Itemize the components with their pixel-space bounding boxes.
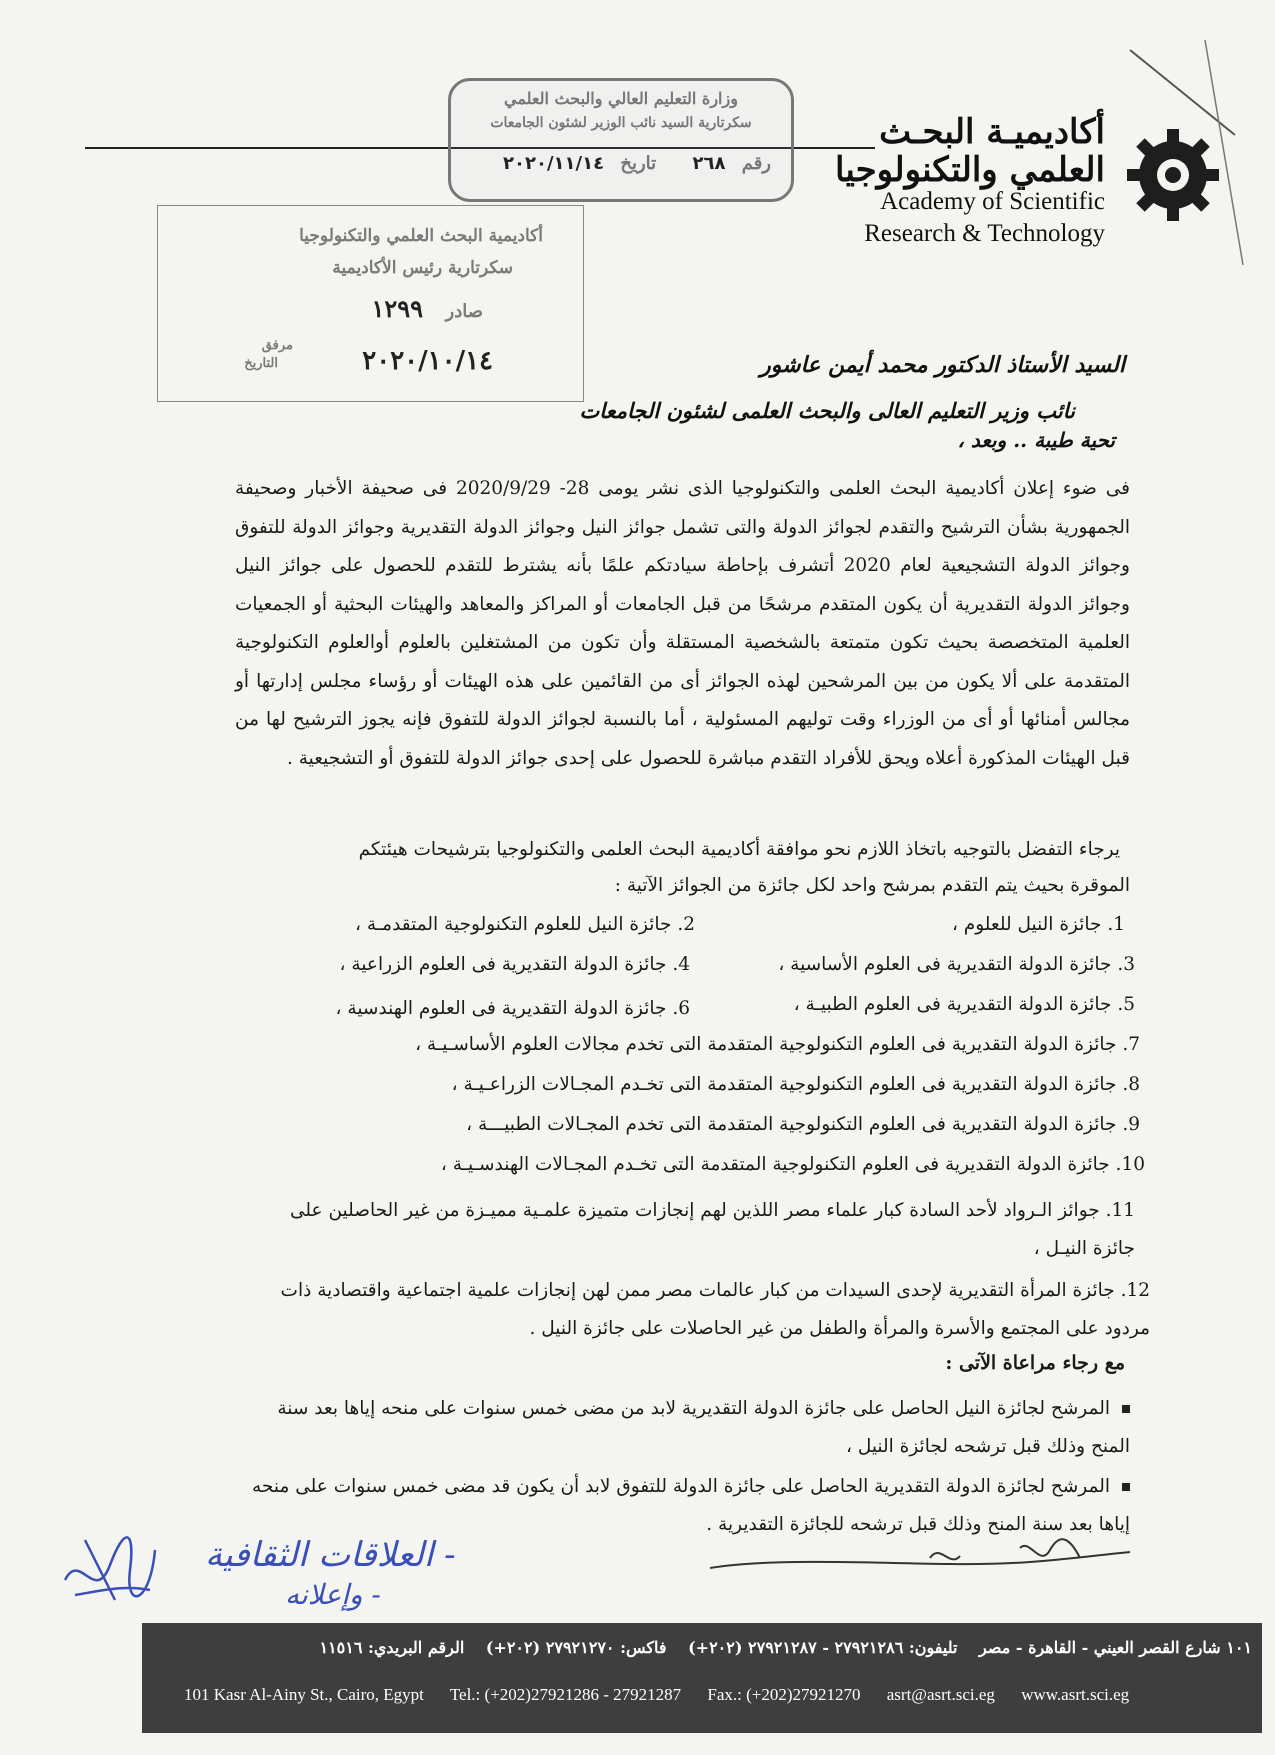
handwritten-note-line2: - وإعلانه bbox=[285, 1578, 381, 1611]
prize-item-6: 6. جائزة الدولة التقديرية فى العلوم الهندسية ، bbox=[335, 998, 690, 1019]
ministry-stamp-line1: وزارة التعليم العالي والبحث العلمي bbox=[504, 89, 738, 108]
footer-tel-en: Tel.: (+202)27921286 - 27921287 bbox=[449, 1685, 682, 1704]
academy-stamp-line1: أكاديمية البحث العلمي والتكنولوجيا bbox=[299, 226, 543, 246]
ministry-stamp-line2: سكرتارية السيد نائب الوزير لشئون الجامعات bbox=[490, 115, 752, 131]
ministry-stamp-date: ٢٠٢٠/١١/١٤ bbox=[503, 153, 605, 174]
footer-english-row bbox=[184, 1685, 1252, 1705]
note-item-1-text: المرشح لجائزة النيل الحاصل على جائزة الدولة التقديرية لابد من مضى خمس سنوات على منحه إياها بعد سنة المنح وذلك قبل ترشحه لجائزة النيل ، bbox=[277, 1398, 1130, 1457]
prize-item-12: 12. جائزة المرأة التقديرية لإحدى السيدات من كبار عالمات مصر ممن لهن إنجازات علمية اجتماعية واقتصادية ذات مردود على المجتمع والأسرة والمرأة والطفل من غير الحاصلات على جائزة النيل . bbox=[280, 1280, 1150, 1339]
footer-phone-ar: تليفون: ٢٧٩٢١٢٨٦ - ٢٧٩٢١٢٨٧ (٢٠٢+) bbox=[688, 1638, 958, 1657]
prize-item-4: 4. جائزة الدولة التقديرية فى العلوم الزراعية ، bbox=[339, 954, 690, 975]
prize-item-1: 1. جائزة النيل للعلوم ، bbox=[951, 914, 1125, 935]
prize-item-5: 5. جائزة الدولة التقديرية فى العلوم الطبيـة ، bbox=[793, 994, 1135, 1015]
footer-fax-ar: فاكس: ٢٧٩٢١٢٧٠ (٢٠٢+) bbox=[485, 1638, 667, 1657]
ministry-stamp-ref bbox=[471, 153, 771, 174]
prize-item-9: 9. جائزة الدولة التقديرية فى العلوم التكنولوجية المتقدمة التى تخدم المجـالات الطبيـــة ، bbox=[466, 1114, 1140, 1135]
prize-item-3: 3. جائزة الدولة التقديرية فى العلوم الأساسية ، bbox=[778, 954, 1135, 975]
footer-email[interactable]: asrt@asrt.sci.eg bbox=[886, 1685, 995, 1704]
notes-title: مع رجاء مراعاة الآتى : bbox=[945, 1352, 1125, 1374]
handwritten-signature-right bbox=[690, 1528, 1140, 1583]
academy-stamp-line2: سكرتارية رئيس الأكاديمية bbox=[332, 258, 513, 278]
org-name-en-line1: Academy of Scientific bbox=[880, 188, 1105, 215]
footer-address-ar: ١٠١ شارع القصر العيني - القاهرة - مصر bbox=[979, 1638, 1252, 1657]
footer-fax-en: Fax.: (+202)27921270 bbox=[707, 1685, 861, 1704]
handwritten-note-line1: - العلاقات الثقافية bbox=[205, 1535, 456, 1575]
org-name-ar-line1: أكاديميـة البحـث bbox=[879, 112, 1105, 152]
footer-website[interactable]: www.asrt.sci.eg bbox=[1021, 1685, 1130, 1704]
academy-stamp-attachment-label: مرفق bbox=[261, 338, 293, 353]
ministry-stamp-date-label: تاريخ bbox=[620, 153, 657, 174]
note-item-2-text: المرشح لجائزة الدولة التقديرية الحاصل على جائزة الدولة للتفوق لابد أن يكون قد مضى خمس سنوات على منحه إياها بعد سنة المنح وذلك قبل ترشحه للجائزة التقديرية . bbox=[252, 1476, 1130, 1535]
org-name-ar-line2: العلمي والتكنولوجيا bbox=[835, 150, 1105, 190]
footer-address-en: 101 Kasr Al-Ainy St., Cairo, Egypt bbox=[184, 1685, 424, 1704]
academy-stamp-outgoing-label: صادر bbox=[445, 301, 483, 322]
prize-item-2: 2. جائزة النيل للعلوم التكنولوجية المتقدمـة ، bbox=[354, 914, 695, 935]
prize-item-11: 11. جوائز الـرواد لأحد السادة كبار علماء مصر اللذين لهم إنجازات متميزة علمـية مميـزة من غير الحاصلين على جائزة النيـل ، bbox=[290, 1200, 1135, 1259]
handwritten-signature-left bbox=[55, 1510, 165, 1620]
footer-postal-ar: الرقم البريدي: ١١٥١٦ bbox=[319, 1638, 465, 1657]
prize-item-10: 10. جائزة الدولة التقديرية فى العلوم التكنولوجية المتقدمة التى تخـدم المجـالات الهندسـيـة ، bbox=[440, 1154, 1145, 1175]
body-paragraph-2-line1: يرجاء التفضل بالتوجيه باتخاذ اللازم نحو موافقة أكاديمية البحث العلمى والتكنولوجيا بترشيحات هيئتكم bbox=[358, 839, 1120, 860]
body-paragraph-2-line2: الموقرة بحيث يتم التقدم بمرشح واحد لكل جائزة من الجوائز الآتية : bbox=[614, 875, 1130, 896]
footer-bar bbox=[142, 1623, 1262, 1733]
body-paragraph-1: فى ضوء إعلان أكاديمية البحث العلمى والتكنولوجيا الذى نشر يومى 28- 2020/9/29 فى صحيفة الأخبار وصحيفة الجمهورية بشأن الترشيح والتقدم لجوائز الدولة والتى تشمل جوائز النيل وجوائز الدولة التقديرية وجوائز الدولة للتفوق وجوائز الدولة التشجيعية لعام 2020 أتشرف بإحاطة سيادتكم علمًا بأنه يشترط للتقدم للحصول على جوائز النيل وجوائز الدولة التقديرية أن يكون المتقدم مرشحًا من قبل الجامعات أو المراكز والمعاهد والهيئات البحثية أو الجمعيات العلمية المتخصصة بحيث تكون متمتعة بالشخصية المستقلة وأن تكون من المشتغلين بالعلوم أوالعلوم التكنولوجية المتقدمة على ألا يكون من بين المرشحين لهذه الجوائز أى من القائمين على هذه الهيئات أو رؤساء مجلس إدارتها أو مجالس أمنائها أو أى من الوزراء وقت توليهم المسئولية ، أما بالنسبة لجوائز الدولة للتفوق فإنه يجوز الترشيح لها من قبل الهيئات المذكورة أعلاه ويحق للأفراد التقدم مباشرة للحصول على إحدى جوائز الدولة للتفوق أو التشجيعية . bbox=[235, 478, 1130, 769]
bullet-square-icon bbox=[1122, 1405, 1130, 1413]
addressee-title: نائب وزير التعليم العالى والبحث العلمى لشئون الجامعات bbox=[579, 398, 1075, 423]
addressee-name: السيد الأستاذ الدكتور محمد أيمن عاشور bbox=[760, 352, 1125, 378]
academy-stamp-date-label: التاريخ bbox=[244, 356, 278, 371]
footer-arabic-row bbox=[152, 1638, 1252, 1657]
bullet-square-icon bbox=[1122, 1483, 1130, 1491]
greeting: تحية طيبة .. وبعد ، bbox=[957, 428, 1115, 452]
academy-stamp-outgoing-number: ١٢٩٩ bbox=[371, 294, 423, 323]
org-name-en-line2: Research & Technology bbox=[864, 220, 1105, 247]
academy-stamp-date: ٢٠٢٠/١٠/١٤ bbox=[362, 346, 493, 376]
ministry-stamp-number-label: رقم bbox=[741, 153, 771, 174]
note-item-1 bbox=[250, 1390, 1130, 1466]
prize-item-7: 7. جائزة الدولة التقديرية فى العلوم التكنولوجية المتقدمة التى تخدم مجالات العلوم الأساسـيـة ، bbox=[415, 1034, 1140, 1055]
ministry-stamp bbox=[448, 78, 794, 202]
fold-line-marks bbox=[1125, 40, 1245, 270]
prize-item-8: 8. جائزة الدولة التقديرية فى العلوم التكنولوجية المتقدمة التى تخـدم المجـالات الزراعـيـة ، bbox=[451, 1074, 1140, 1095]
ministry-stamp-number: ٢٦٨ bbox=[692, 153, 726, 174]
